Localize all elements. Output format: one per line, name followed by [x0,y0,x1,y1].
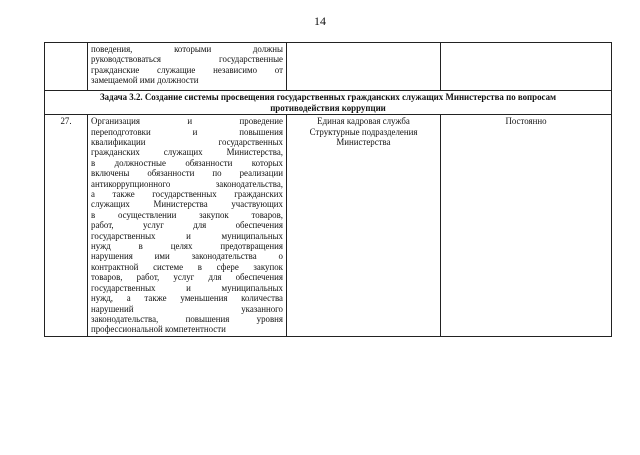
event-line: контрактной системе в сфере закупок [91,261,283,272]
task-heading [45,91,612,115]
event-line: руководствоваться государственные [91,54,283,65]
event-line: в должностные обязанности которых [91,157,283,168]
event-line: работ, услуг для обеспечения [91,220,283,231]
term-cell [441,43,612,91]
event-line: в осуществлении закупок товаров, [91,209,283,220]
executor-line: Структурные подразделения [309,126,418,137]
event-line: поведения, которыми должны [91,44,283,54]
event-line: замещаемой ими должности [91,75,199,86]
event-line: законодательства, повышения уровня [91,313,283,324]
executor-line: Единая кадровая служба [317,116,410,127]
event-line: служащих Министерства участвующих [91,199,283,210]
table-row-carryover [45,43,612,91]
measures-table [44,42,612,337]
event-line: Организация и проведение [91,116,283,127]
number-cell [45,43,88,91]
page-number: 14 [314,14,326,28]
event-line: нарушения ими законодательства о [91,251,283,262]
event-line: государственных и муниципальных [91,230,283,241]
event-line: нарушений указанного [91,303,283,314]
event-line: антикоррупционного законодательства, [91,178,283,189]
event-line: переподготовки и повышения [91,126,283,137]
event-line: государственных и муниципальных [91,282,283,293]
task-heading-row [45,91,612,115]
term-cell: Постоянно [441,115,612,337]
event-line: нужд, а также уменьшения количества [91,293,283,304]
event-line: нужд в целях предотвращения [91,241,283,252]
executor-cell [287,43,441,91]
event-line: квалификации государственных [91,137,283,147]
executor-line: Министерства [336,137,391,147]
event-line: включены обязанности по реализации [91,168,283,179]
task-heading-line1: Задача 3.2. Создание системы просвещения государственных гражданских служащих Министерства по вопросам [99,92,557,102]
event-line: а также государственных гражданских [91,189,283,200]
event-cell [88,115,287,337]
row-number: 27. [45,115,88,337]
task-heading-line2: противодействия коррупции [270,102,386,113]
table-row-27 [45,115,612,337]
event-line: гражданские служащие независимо от [91,64,283,75]
event-cell [88,43,287,91]
event-line: гражданских служащих Министерства, [91,147,283,158]
event-line: профессиональной компетентности [91,324,226,335]
event-line: товаров, работ, услуг для обеспечения [91,272,283,283]
executor-cell [287,115,441,337]
